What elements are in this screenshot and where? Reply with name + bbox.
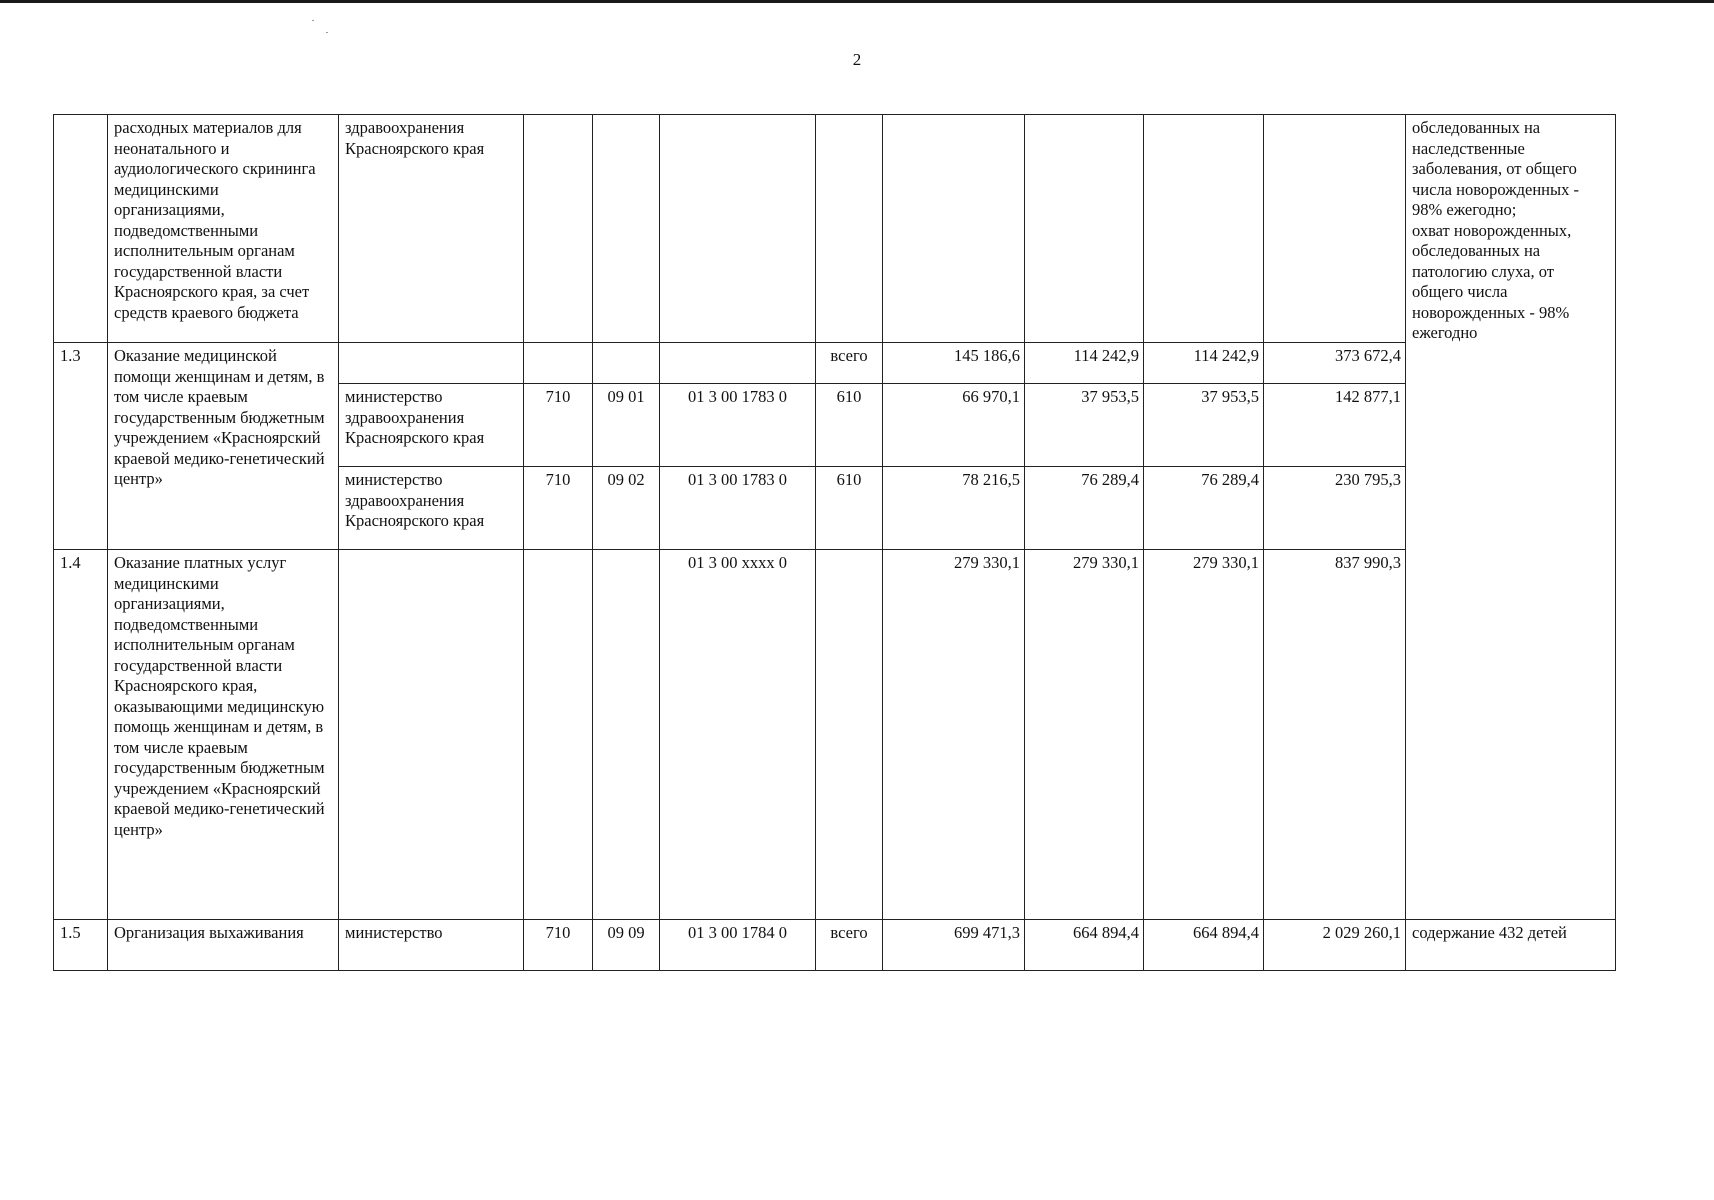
grbs-code: 710 [524, 920, 593, 971]
rzpr-value: 09 01 [593, 384, 660, 467]
sum-value: 837 990,3 [1264, 550, 1406, 920]
year2-value: 76 289,4 [1025, 467, 1144, 550]
year2-cell [1025, 115, 1144, 343]
csr-cell [660, 343, 816, 384]
csr-value: 01 3 00 1783 0 [660, 384, 816, 467]
grbs-name: здравоохранения Красноярского края [339, 115, 524, 343]
table-row [54, 920, 1616, 971]
year2-value: 279 330,1 [1025, 550, 1144, 920]
measure-name: Оказание медицинской помощи женщинам и детям, в том числе краевым государственным бюджетным учреждением «Красноярский краевой медико-генетический центр» [108, 343, 339, 550]
expected-result: содержание 432 детей [1406, 920, 1616, 971]
measure-name: расходных материалов для неонатального и аудиологического скрининга медицинскими организациями, подведомственными исполнительным органам государственной власти Красноярского края, за счет средств краевого бюджета [108, 115, 339, 343]
sum-value: 230 795,3 [1264, 467, 1406, 550]
rzpr-cell [593, 550, 660, 920]
grbs-name [339, 550, 524, 920]
table-row [54, 115, 1616, 343]
row-id: 1.4 [54, 550, 108, 920]
year1-value: 145 186,6 [883, 343, 1025, 384]
csr-value: 01 3 00 1783 0 [660, 467, 816, 550]
grbs-name [339, 343, 524, 384]
row-id-cell [54, 115, 108, 343]
year1-cell [883, 115, 1025, 343]
page-top-rule [0, 0, 1714, 3]
year1-value: 699 471,3 [883, 920, 1025, 971]
sum-value: 2 029 260,1 [1264, 920, 1406, 971]
csr-value: 01 3 00 1784 0 [660, 920, 816, 971]
grbs-code: 710 [524, 467, 593, 550]
grbs-code-cell [524, 343, 593, 384]
year1-value: 279 330,1 [883, 550, 1025, 920]
vr-value: всего [816, 920, 883, 971]
year1-value: 66 970,1 [883, 384, 1025, 467]
sum-value: 373 672,4 [1264, 343, 1406, 384]
scan-speck [326, 32, 328, 33]
year3-value: 664 894,4 [1144, 920, 1264, 971]
year3-cell [1144, 115, 1264, 343]
vr-cell [816, 550, 883, 920]
year2-value: 114 242,9 [1025, 343, 1144, 384]
year1-value: 78 216,5 [883, 467, 1025, 550]
rzpr-cell [593, 343, 660, 384]
page-number: 2 [852, 50, 862, 69]
sum-value: 142 877,1 [1264, 384, 1406, 467]
table-row [54, 343, 1616, 384]
vr-cell [816, 115, 883, 343]
program-table [53, 114, 1616, 971]
expected-result: обследованных на наследственные заболевания, от общего числа новорожденных - 98% ежегодно; охват новорожденных, обследованных на патологию слуха, от общего числа новорожденных - 98% ежегодно [1406, 115, 1616, 920]
grbs-code-cell [524, 550, 593, 920]
rzpr-value: 09 02 [593, 467, 660, 550]
vr-value: всего [816, 343, 883, 384]
grbs-code: 710 [524, 384, 593, 467]
grbs-name: министерство здравоохранения Красноярского края [339, 467, 524, 550]
vr-value: 610 [816, 384, 883, 467]
rzpr-cell [593, 115, 660, 343]
grbs-name: министерство здравоохранения Красноярского края [339, 384, 524, 467]
measure-name: Организация выхаживания [108, 920, 339, 971]
year3-value: 114 242,9 [1144, 343, 1264, 384]
grbs-name: министерство [339, 920, 524, 971]
table-row [54, 550, 1616, 920]
year3-value: 76 289,4 [1144, 467, 1264, 550]
year2-value: 37 953,5 [1025, 384, 1144, 467]
row-id: 1.5 [54, 920, 108, 971]
year3-value: 279 330,1 [1144, 550, 1264, 920]
year2-value: 664 894,4 [1025, 920, 1144, 971]
rzpr-value: 09 09 [593, 920, 660, 971]
csr-cell [660, 115, 816, 343]
scan-speck [312, 20, 314, 21]
year3-value: 37 953,5 [1144, 384, 1264, 467]
measure-name: Оказание платных услуг медицинскими организациями, подведомственными исполнительным органам государственной власти Красноярского края, оказывающими медицинскую помощь женщинам и детям, в том числе краевым государственным бюджетным учреждением «Красноярский краевой медико-генетический центр» [108, 550, 339, 920]
vr-value: 610 [816, 467, 883, 550]
csr-value: 01 3 00 xxxx 0 [660, 550, 816, 920]
row-id: 1.3 [54, 343, 108, 550]
sum-cell [1264, 115, 1406, 343]
grbs-code-cell [524, 115, 593, 343]
